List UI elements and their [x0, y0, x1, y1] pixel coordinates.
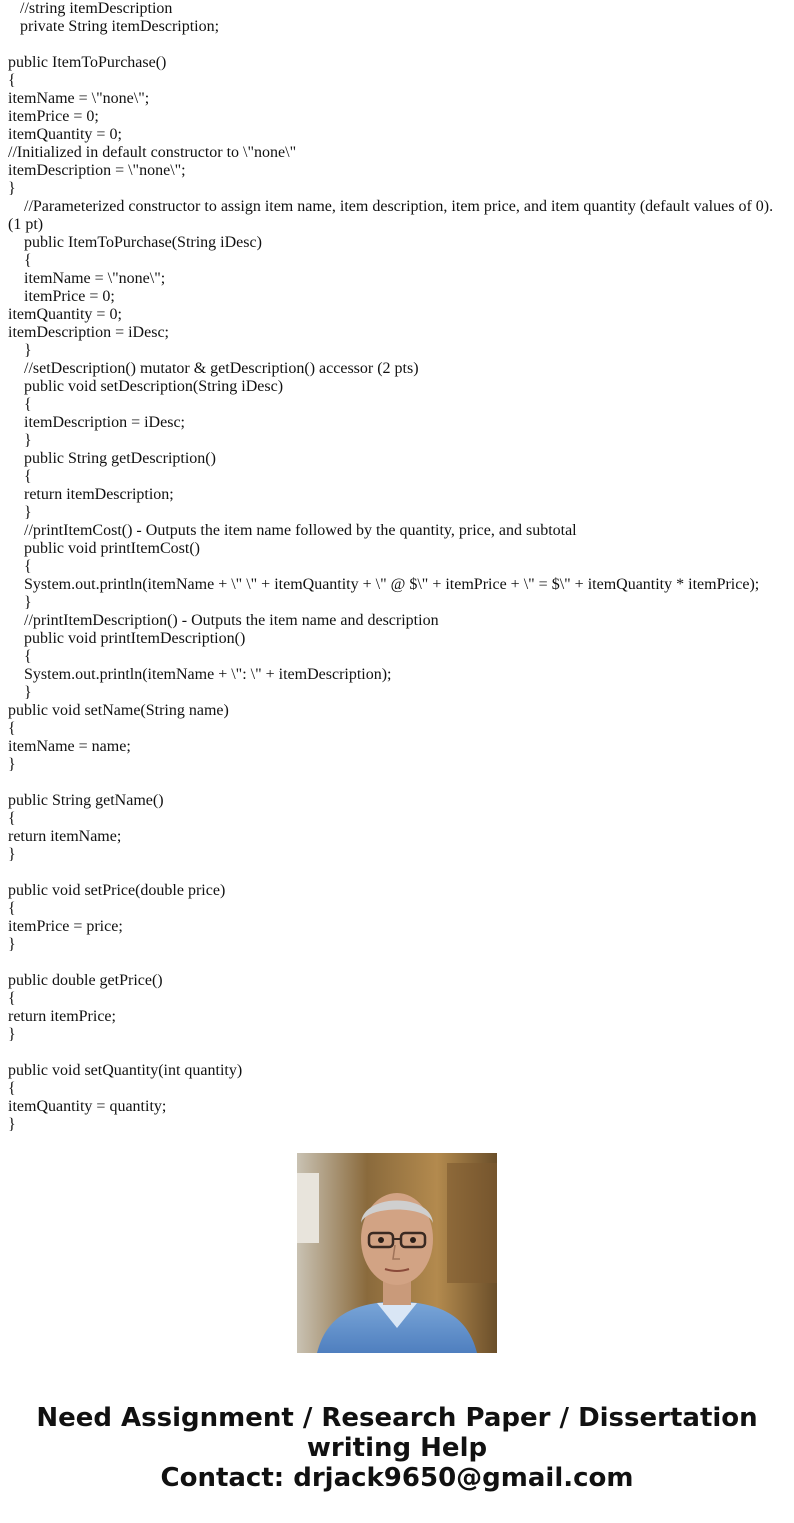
code-line: itemName = \"none\"; [8, 90, 150, 107]
code-line: return itemPrice; [8, 1008, 116, 1025]
code-line [0, 36, 794, 54]
code-line: //string itemDescription [8, 0, 173, 17]
code-line: return itemName; [8, 828, 122, 845]
code-line: } [8, 846, 16, 863]
contact-banner [0, 1403, 794, 1493]
code-line: System.out.println(itemName + \": \" + itemDescription); [8, 666, 392, 683]
code-line: return itemDescription; [8, 486, 174, 503]
code-line: { [8, 396, 32, 413]
portrait-illustration [297, 1153, 497, 1353]
code-line: { [8, 72, 16, 89]
code-line: //printItemCost() - Outputs the item name followed by the quantity, price, and subtotal [8, 522, 577, 539]
code-line: } [8, 180, 16, 197]
code-line: { [8, 900, 16, 917]
promo-line-1: Need Assignment / Research Paper / Dissertation [36, 1403, 758, 1433]
code-line: { [8, 720, 16, 737]
code-line: public String getDescription() [8, 450, 216, 467]
code-line: itemDescription = iDesc; [8, 324, 169, 341]
code-line: //printItemDescription() - Outputs the item name and description [8, 612, 439, 629]
code-line: itemQuantity = 0; [8, 306, 122, 323]
code-line [0, 1044, 794, 1062]
code-line: { [8, 558, 32, 575]
code-line: public ItemToPurchase(String iDesc) [8, 234, 262, 251]
code-line: { [8, 1080, 16, 1097]
code-line: //setDescription() mutator & getDescription() accessor (2 pts) [8, 360, 419, 377]
code-line: } [8, 684, 32, 701]
code-line: public String getName() [8, 792, 164, 809]
code-line: } [8, 594, 32, 611]
code-line: } [8, 342, 32, 359]
code-line: } [8, 1026, 16, 1043]
code-line: public void setQuantity(int quantity) [8, 1062, 243, 1079]
code-line: public double getPrice() [8, 972, 163, 989]
code-line: itemName = \"none\"; [8, 270, 166, 287]
code-line: itemDescription = iDesc; [8, 414, 185, 431]
code-line: itemPrice = 0; [8, 108, 99, 125]
code-line: { [8, 468, 32, 485]
code-line: } [8, 504, 32, 521]
code-line: public void setDescription(String iDesc) [8, 378, 284, 395]
code-line: { [8, 648, 32, 665]
code-line: } [8, 756, 16, 773]
code-line: public ItemToPurchase() [8, 54, 167, 71]
code-line: public void setPrice(double price) [8, 882, 226, 899]
code-line: //Parameterized constructor to assign item name, item description, item price, and item quantity (default values of 0). [8, 198, 774, 215]
code-line [0, 954, 794, 972]
code-line: itemQuantity = 0; [8, 126, 122, 143]
contact-email: Contact: drjack9650@gmail.com [160, 1463, 634, 1493]
code-line: itemQuantity = quantity; [8, 1098, 167, 1115]
code-line: { [8, 990, 16, 1007]
code-line: itemPrice = price; [8, 918, 123, 935]
code-line: } [8, 936, 16, 953]
code-line: } [8, 1116, 16, 1133]
author-photo [297, 1153, 497, 1353]
code-line: itemName = name; [8, 738, 131, 755]
code-line: } [8, 432, 32, 449]
code-line: itemPrice = 0; [8, 288, 115, 305]
code-line: public void printItemDescription() [8, 630, 246, 647]
code-line: private String itemDescription; [8, 18, 220, 35]
code-line: { [8, 810, 16, 827]
code-line [0, 774, 794, 792]
code-line [0, 864, 794, 882]
code-line: itemDescription = \"none\"; [8, 162, 186, 179]
code-line: public void printItemCost() [8, 540, 200, 557]
code-line: { [8, 252, 32, 269]
code-line: (1 pt) [8, 216, 44, 233]
code-line: //Initialized in default constructor to \"none\" [8, 144, 297, 161]
promo-line-2: writing Help [306, 1433, 488, 1463]
code-line: System.out.println(itemName + \" \" + itemQuantity + \" @ $\" + itemPrice + \" = $\" + itemQuantity * itemPrice); [8, 576, 760, 593]
code-line: public void setName(String name) [8, 702, 229, 719]
